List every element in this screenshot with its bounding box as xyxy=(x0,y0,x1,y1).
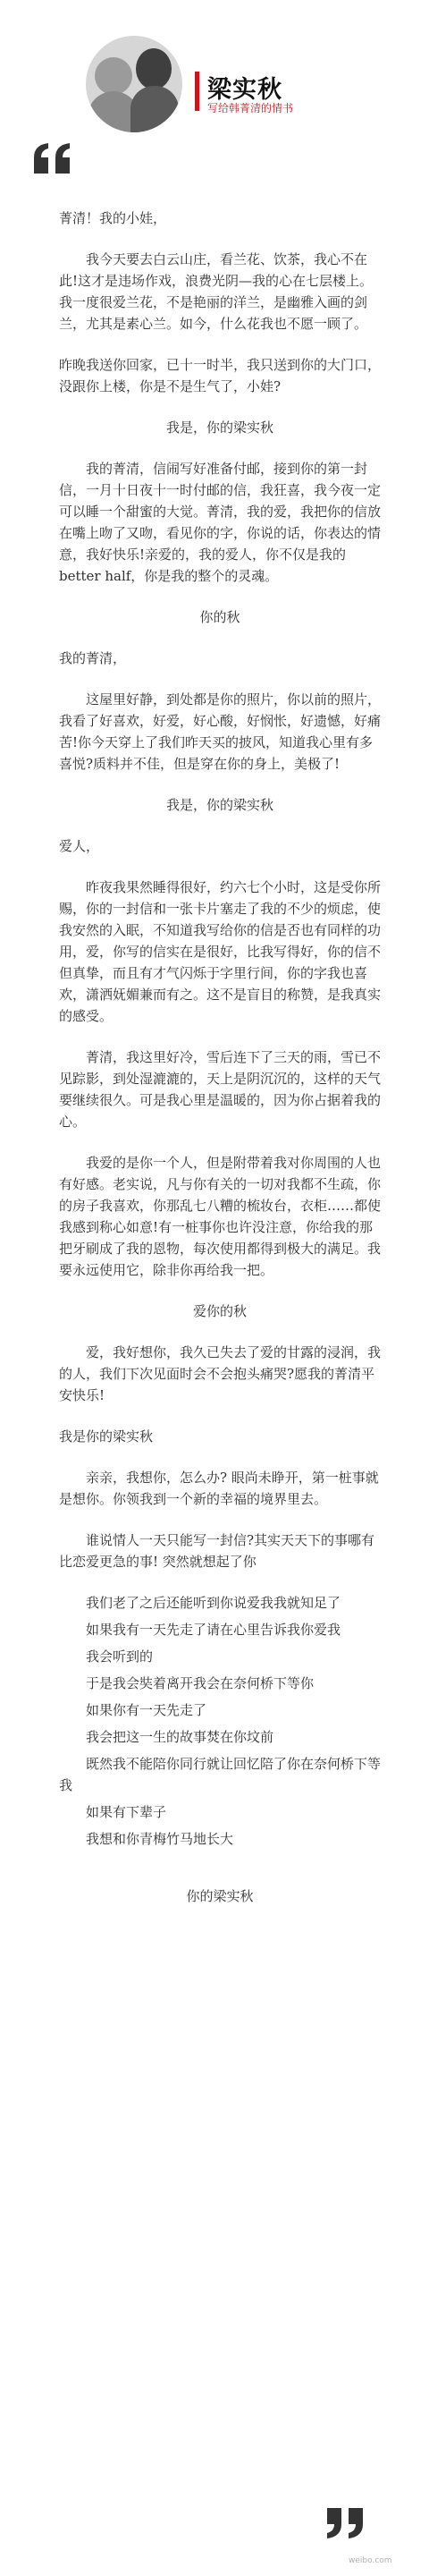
letter-paragraph: 昨夜我果然睡得很好，约六七个小时，这是受你所赐，你的一封信和一张卡片塞走了我的不少的烦虑，使我安然的入眠，不知道我写给你的信是否也有同样的功用，爱，你写的信实在是很好，比我写得好，你的信不但真挚，而且有才气闪烁于字里行间，你的字我也喜欢，潇洒妩媚兼而有之。这不是盲目的称赞，是我真实的感受。 xyxy=(59,879,382,1024)
poem-line: 我想和你青梅竹马地长大 xyxy=(86,1831,234,1847)
poem-line: 如果你有一天先走了 xyxy=(86,1702,207,1718)
couple-photo xyxy=(86,36,182,132)
signature-line: 我是，你的梁实秋 xyxy=(165,797,273,813)
letters-body xyxy=(59,208,381,1927)
letter-paragraph: 我爱的是你一个人，但是附带着我对你周围的人也有好感。老实说，凡与你有关的一切对我都不生疏，你的房子我喜欢，你那乱七八糟的梳妆台，衣柜……都使我感到称心如意!有一桩事你也许没注意，你给我的那把牙刷成了我的恩物，每次使用都得到极大的满足。我要永远使用它，除非你再给我一把。 xyxy=(59,1155,382,1278)
letter-paragraph: 这屋里好静，到处都是你的照片，你以前的照片，我看了好喜欢，好爱，好心酸，好悯怅，好遗憾，好痛苦!你今天穿上了我们昨天买的披风，知道我心里有多喜悦?质料并不佳，但是穿在你的身上，美极了! xyxy=(59,691,382,772)
letter-paragraph: 菁清，我这里好冷，雪后连下了三天的雨，雪已不见踪影，到处湿漉漉的，天上是阴沉沉的，这样的天气要继续很久。可是我心里是温暖的，因为你占据着我的心。 xyxy=(59,1049,382,1130)
closing-signature: 你的梁实秋 xyxy=(186,1888,254,1904)
letter-paragraph: 爱人， xyxy=(59,838,100,854)
letter-paragraph: 我是你的梁实秋 xyxy=(59,1428,154,1445)
subtitle: 写给韩菁清的情书 xyxy=(207,102,294,114)
letter-paragraph: 昨晚我送你回家，已十一时半，我只送到你的大门口，没跟你上楼，你是不是生气了，小娃? xyxy=(59,357,382,394)
letter-paragraph: 爱，我好想你，我久已失去了爱的甘露的浸润，我的人，我们下次见面时会不会抱头痛哭?愿我的菁清平安快乐! xyxy=(59,1344,382,1403)
letter-paragraph: 我今天要去白云山庄，看兰花、饮茶，我心不在此!这才是违场作戏，浪费光阴—我的心在七层楼上。我一度很爱兰花，不是艳丽的洋兰，是幽雅入画的剑兰，尤其是素心兰。如今，什么花我也不愿一顾了。 xyxy=(59,251,374,332)
letter-paragraph: 菁清！我的小娃， xyxy=(59,210,167,226)
watermark: weibo.com xyxy=(349,2556,392,2565)
close-quote-icon xyxy=(322,2504,365,2540)
header xyxy=(0,0,429,157)
poem-line: 我会听到的 xyxy=(86,1648,154,1665)
poem-line: 我们老了之后还能听到你说爱我我就知足了 xyxy=(86,1595,341,1611)
poem-line: 如果我有一天先走了请在心里告诉我你爱我 xyxy=(86,1622,341,1638)
poem-line: 如果有下辈子 xyxy=(86,1804,167,1820)
poem-line: 于是我会奘着离开我会在奈何桥下等你 xyxy=(86,1675,315,1691)
signature-line: 你的秋 xyxy=(199,609,240,625)
letter-paragraph: 谁说情人一天只能写一封信?其实天天下的事哪有比恋爱更急的事! 突然就想起了你 xyxy=(59,1532,375,1570)
poem-line: 既然我不能陪你同行就让回忆陪了你在奈何桥下等我 xyxy=(59,1756,382,1793)
author-name: 梁实秋 xyxy=(207,76,282,104)
letter-paragraph: 我的菁清，信闹写好准备付邮，接到你的第一封信，一月十日夜十一时付邮的信，我狂喜，我今夜一定可以睡一个甜蜜的大觉。菁清，我的爱，我把你的信放在嘴上吻了又吻，看见你的字，你说的话，你表达的情意，我好快乐!亲爱的，我的爱人，你不仅是我的better half，你是我的整个的灵魂。 xyxy=(59,461,382,584)
signature-line: 爱你的秋 xyxy=(192,1303,247,1319)
accent-bar xyxy=(195,72,199,111)
letter-paragraph: 我的菁清， xyxy=(59,650,127,666)
open-quote-icon xyxy=(32,141,75,177)
letter-paragraph: 亲亲，我想你，怎么办? 眼尚未睁开，第一桩事就是想你。你领我到一个新的幸福的境界里去。 xyxy=(59,1470,379,1507)
poem-line: 我会把这一生的故事焚在你坟前 xyxy=(86,1729,274,1745)
signature-line: 我是，你的梁实秋 xyxy=(165,419,273,436)
poem-block xyxy=(59,1592,381,1850)
